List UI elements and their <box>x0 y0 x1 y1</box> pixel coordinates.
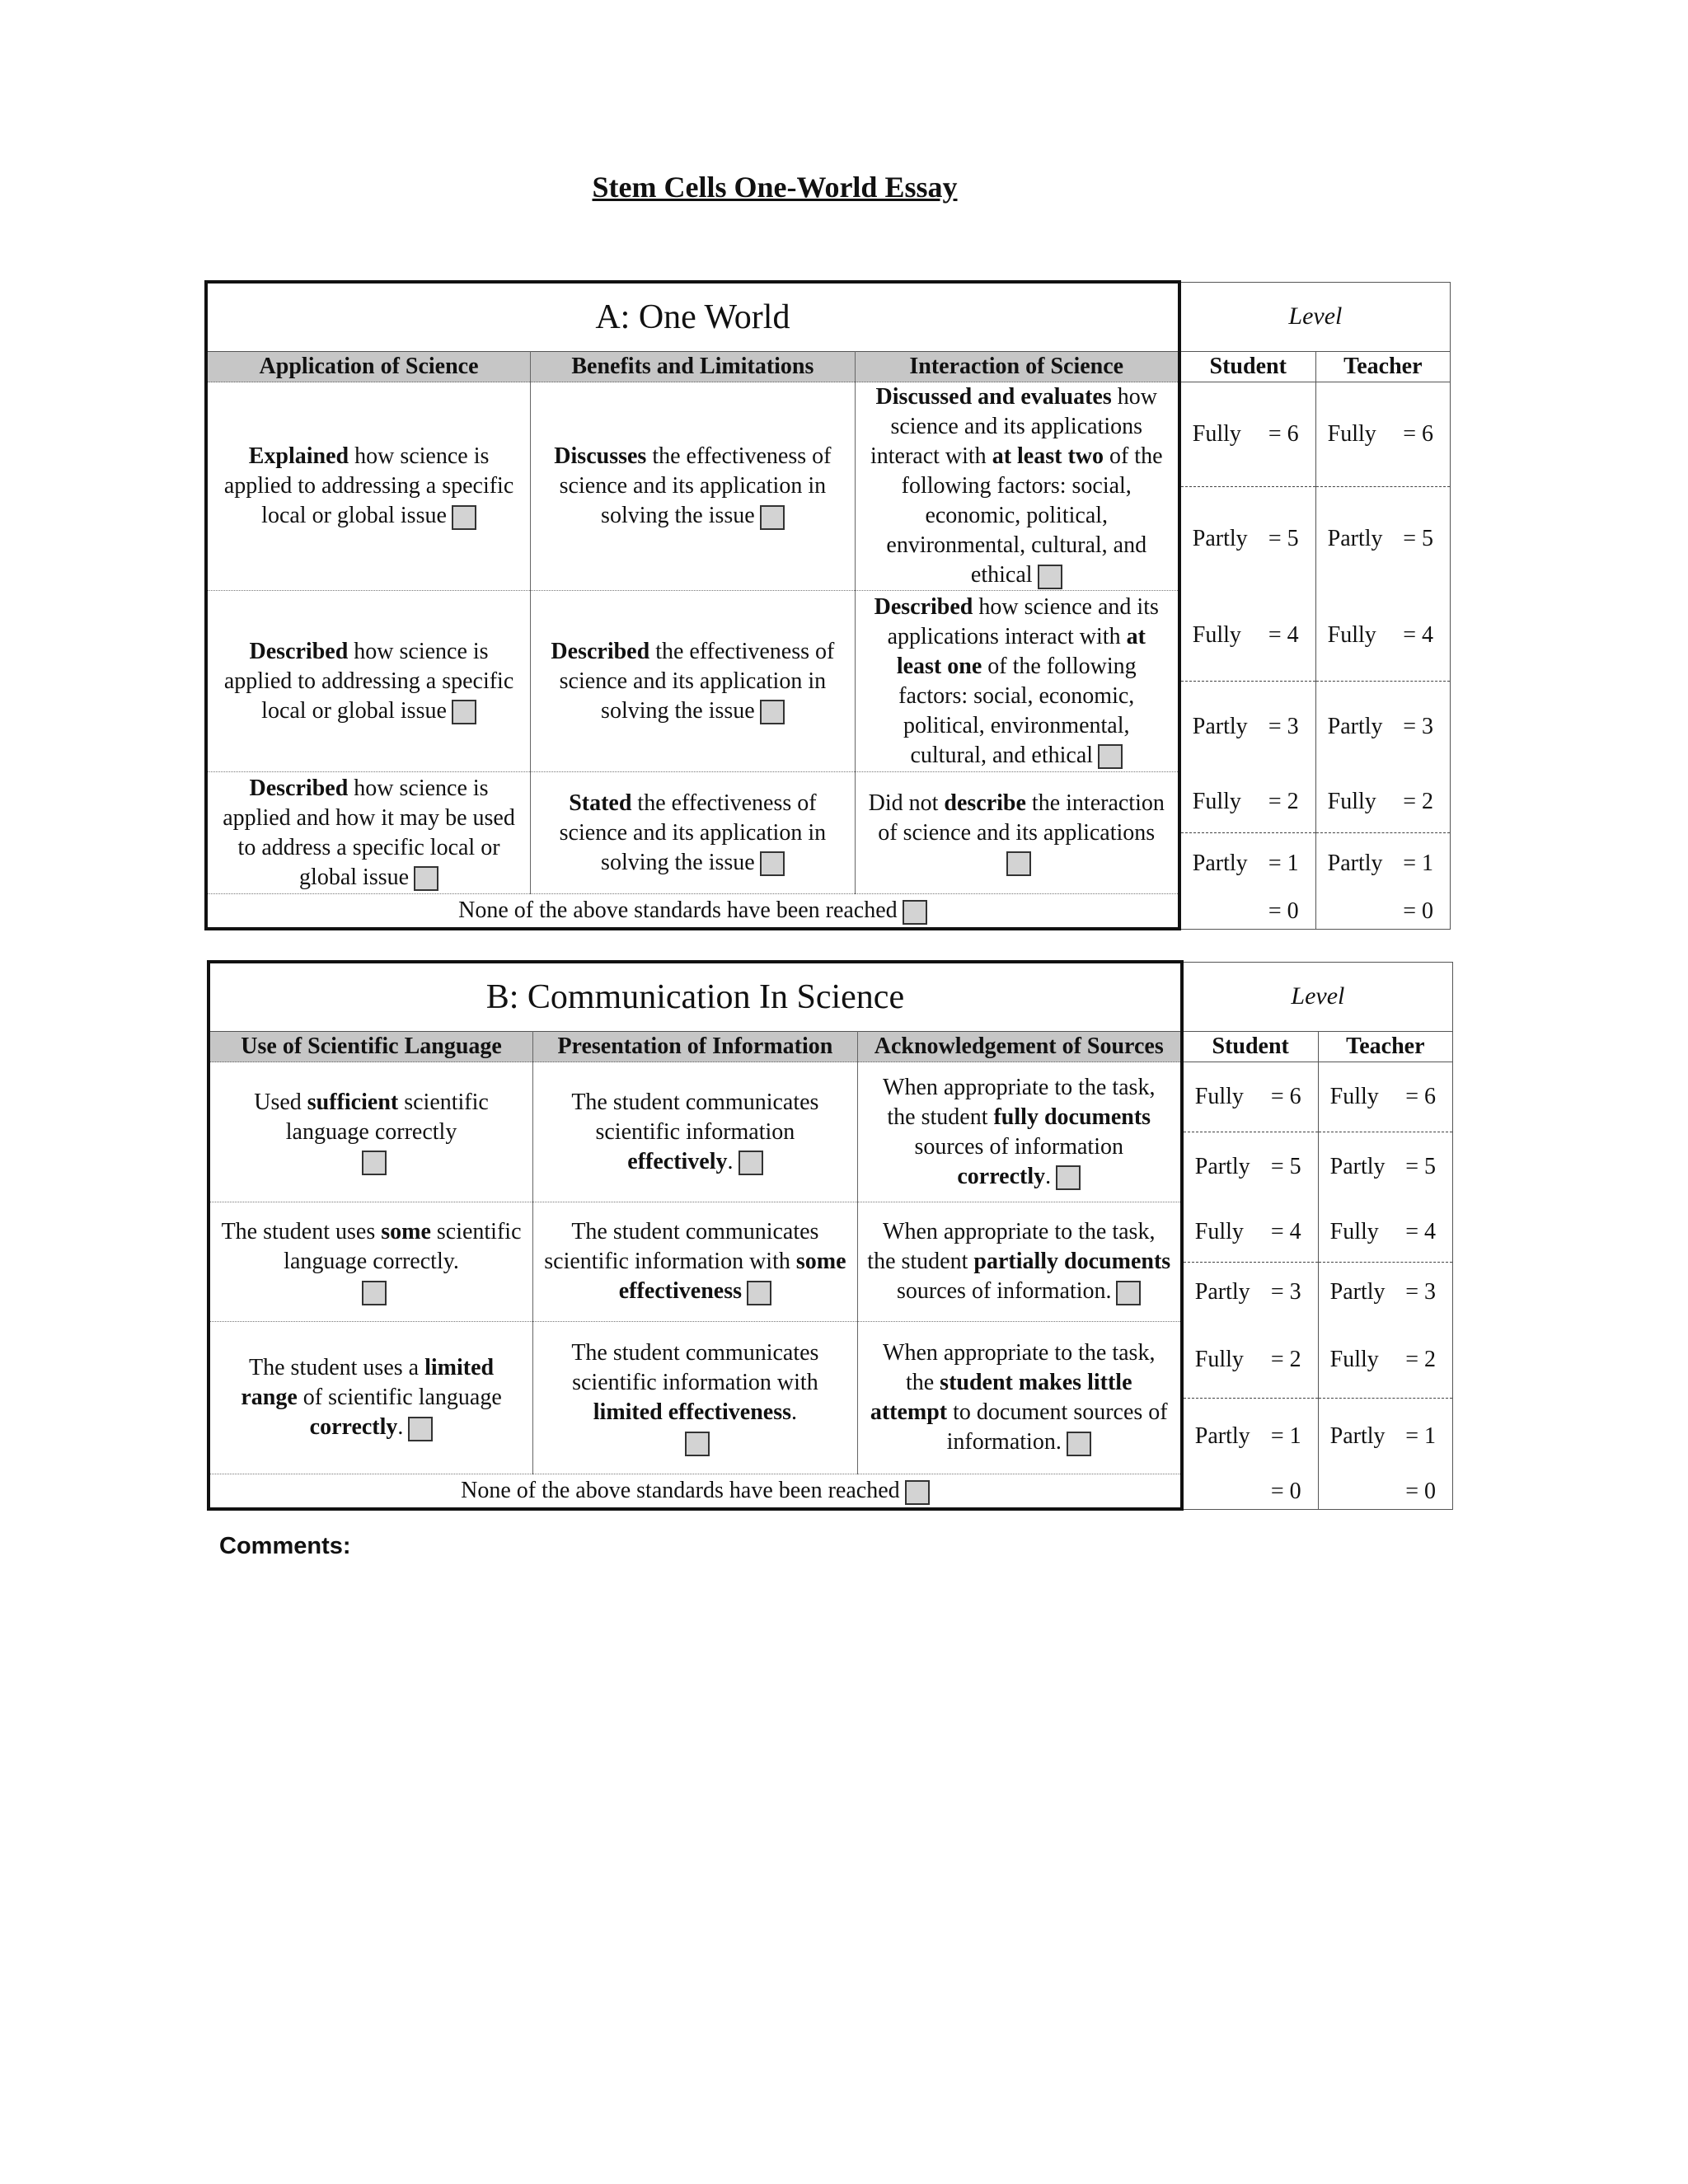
teacher-zero-cell[interactable]: = 0 <box>1315 894 1450 930</box>
criterion-cell: Described how science is applied to addressing a specific local or global issue <box>206 591 531 772</box>
none-reached-cell: None of the above standards have been reached <box>209 1474 1182 1510</box>
checkbox[interactable] <box>1006 851 1031 876</box>
page-title: Stem Cells One-World Essay <box>592 171 958 204</box>
teacher-header: Teacher <box>1315 352 1450 382</box>
criteria-row <box>206 382 1451 591</box>
checkbox[interactable] <box>1038 565 1062 589</box>
student-level-cell[interactable]: Fully = 6 Partly = 5 <box>1179 382 1315 591</box>
checkbox[interactable] <box>1056 1165 1081 1190</box>
comments-label: Comments: <box>219 1533 351 1559</box>
column-header: Interaction of Science <box>855 352 1179 382</box>
teacher-header: Teacher <box>1318 1032 1452 1062</box>
column-header: Acknowledgement of Sources <box>857 1032 1182 1062</box>
column-header: Presentation of Information <box>533 1032 858 1062</box>
criterion-cell: When appropriate to the task, the student makes little attempt to document sources of information. <box>857 1322 1182 1474</box>
student-zero-cell[interactable]: = 0 <box>1182 1474 1318 1510</box>
checkbox[interactable] <box>685 1432 710 1456</box>
criterion-cell: Described how science is applied and how it may be used to address a specific local or global issue <box>206 772 531 894</box>
student-level-cell[interactable]: Fully = 6 Partly = 5 <box>1182 1062 1318 1202</box>
checkbox[interactable] <box>747 1281 771 1305</box>
column-header: Use of Scientific Language <box>209 1032 533 1062</box>
teacher-level-cell[interactable]: Fully = 2 Partly = 1 <box>1318 1322 1452 1474</box>
column-header: Benefits and Limitations <box>531 352 856 382</box>
criterion-cell: Discussed and evaluates how science and its applications interact with at least two of the following factors: social, economic, political, environmental, cultural, and ethical <box>855 382 1179 591</box>
checkbox[interactable] <box>905 1480 930 1505</box>
criterion-cell: Explained how science is applied to addressing a specific local or global issue <box>206 382 531 591</box>
checkbox[interactable] <box>452 505 476 530</box>
student-level-cell[interactable]: Fully = 2 Partly = 1 <box>1179 772 1315 894</box>
criteria-row <box>206 591 1451 772</box>
checkbox[interactable] <box>1098 744 1123 769</box>
criteria-row <box>209 1202 1453 1322</box>
student-level-cell[interactable]: Fully = 4 Partly = 3 <box>1182 1202 1318 1322</box>
criteria-row <box>206 772 1451 894</box>
criterion-cell: When appropriate to the task, the student fully documents sources of information correctly. <box>857 1062 1182 1202</box>
criterion-cell: Used sufficient scientific language correctly <box>209 1062 533 1202</box>
criterion-cell: The student uses some scientific language correctly. <box>209 1202 533 1322</box>
rubric-table-one-world <box>204 280 1451 930</box>
criteria-row <box>209 1322 1453 1474</box>
criterion-cell: The student uses a limited range of scientific language correctly. <box>209 1322 533 1474</box>
checkbox[interactable] <box>362 1281 387 1305</box>
student-header: Student <box>1182 1032 1318 1062</box>
student-level-cell[interactable]: Fully = 2 Partly = 1 <box>1182 1322 1318 1474</box>
criterion-cell: Did not describe the interaction of science and its applications <box>855 772 1179 894</box>
section-heading: B: Communication In Science <box>209 962 1182 1032</box>
criterion-cell: When appropriate to the task, the student partially documents sources of information. <box>857 1202 1182 1322</box>
student-zero-cell[interactable]: = 0 <box>1179 894 1315 930</box>
checkbox[interactable] <box>414 866 438 891</box>
criterion-cell: The student communicates scientific information with some effectiveness <box>533 1202 858 1322</box>
none-reached-cell: None of the above standards have been reached <box>206 894 1179 930</box>
checkbox[interactable] <box>408 1417 433 1441</box>
level-heading: Level <box>1179 282 1451 352</box>
checkbox[interactable] <box>1067 1432 1091 1456</box>
criterion-cell: Stated the effectiveness of science and its application in solving the issue <box>531 772 856 894</box>
section-heading: A: One World <box>206 282 1179 352</box>
teacher-level-cell[interactable]: Fully = 2 Partly = 1 <box>1315 772 1450 894</box>
level-heading: Level <box>1182 962 1453 1032</box>
criterion-cell: Described the effectiveness of science and its application in solving the issue <box>531 591 856 772</box>
none-reached-row <box>206 894 1451 930</box>
teacher-zero-cell[interactable]: = 0 <box>1318 1474 1452 1510</box>
criterion-cell: The student communicates scientific information effectively. <box>533 1062 858 1202</box>
teacher-level-cell[interactable]: Fully = 4 Partly = 3 <box>1318 1202 1452 1322</box>
teacher-level-cell[interactable]: Fully = 6 Partly = 5 <box>1318 1062 1452 1202</box>
column-header: Application of Science <box>206 352 531 382</box>
teacher-level-cell[interactable]: Fully = 6 Partly = 5 <box>1315 382 1450 591</box>
checkbox[interactable] <box>903 900 927 925</box>
checkbox[interactable] <box>760 851 785 876</box>
criterion-cell: The student communicates scientific information with limited effectiveness. <box>533 1322 858 1474</box>
student-level-cell[interactable]: Fully = 4 Partly = 3 <box>1179 591 1315 772</box>
checkbox[interactable] <box>760 700 785 724</box>
teacher-level-cell[interactable]: Fully = 4 Partly = 3 <box>1315 591 1450 772</box>
rubric-table-communication <box>207 960 1453 1511</box>
none-reached-row <box>209 1474 1453 1510</box>
checkbox[interactable] <box>760 505 785 530</box>
checkbox[interactable] <box>1116 1281 1141 1305</box>
checkbox[interactable] <box>738 1151 763 1175</box>
criterion-cell: Described how science and its applications interact with at least one of the following factors: social, economic, political, environmental, cultural, and ethical <box>855 591 1179 772</box>
criteria-row <box>209 1062 1453 1202</box>
checkbox[interactable] <box>362 1151 387 1175</box>
checkbox[interactable] <box>452 700 476 724</box>
criterion-cell: Discusses the effectiveness of science and its application in solving the issue <box>531 382 856 591</box>
student-header: Student <box>1179 352 1315 382</box>
